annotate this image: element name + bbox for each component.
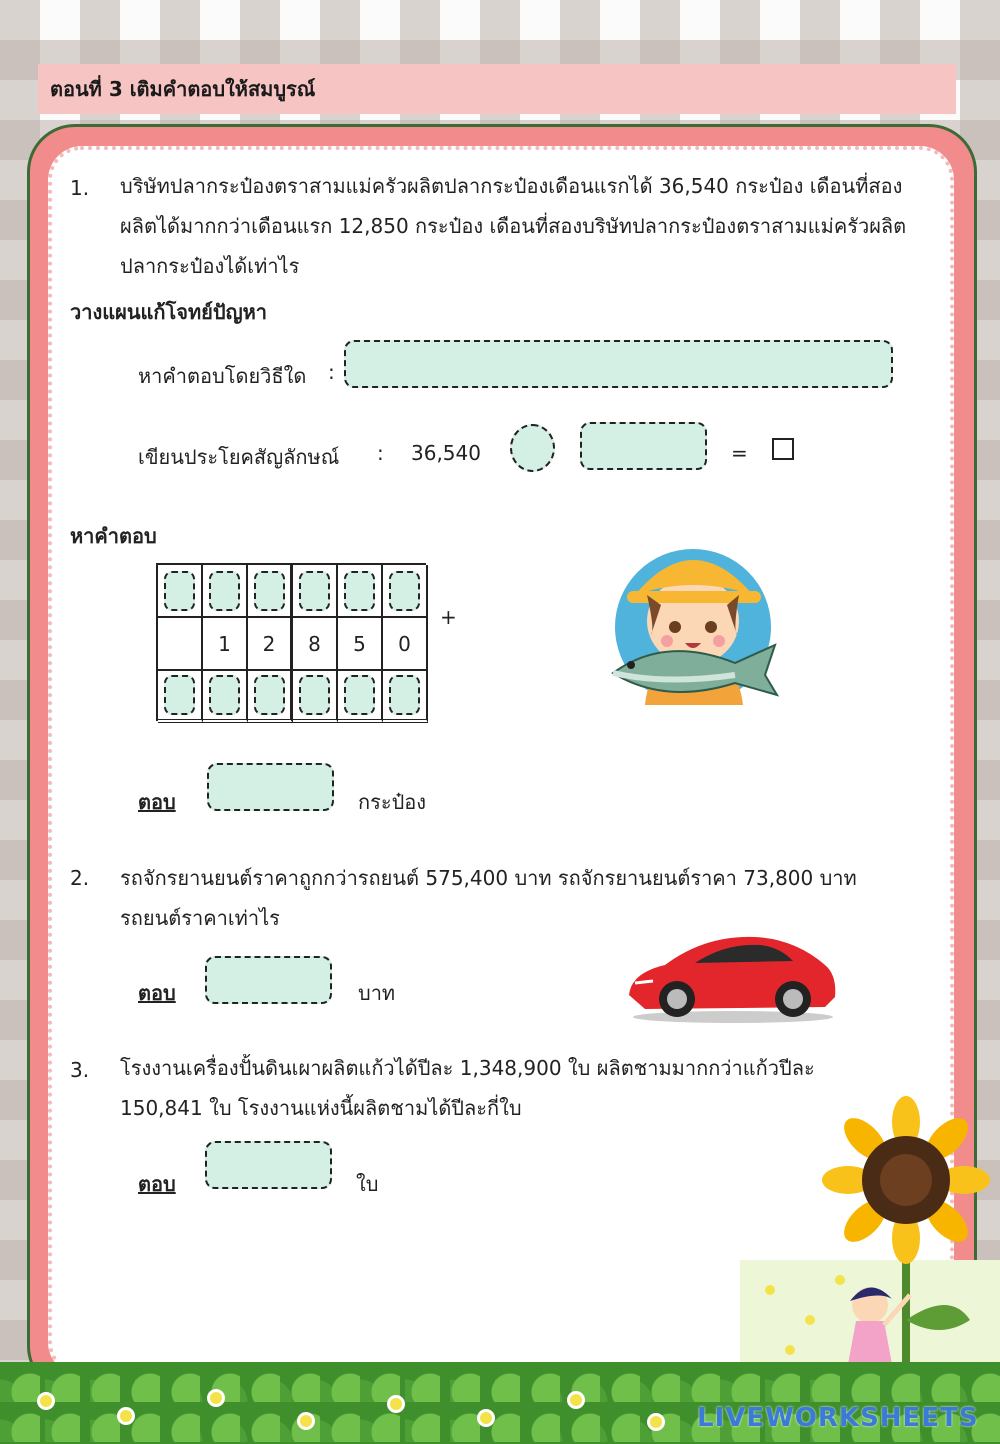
grid-cell — [158, 565, 203, 618]
digit-input-box[interactable] — [254, 675, 285, 715]
digit-input-box[interactable] — [164, 675, 195, 715]
flower-icon — [570, 1394, 582, 1406]
grid-digit: 8 — [293, 618, 338, 671]
grid-cell — [293, 671, 338, 723]
question-2-line-2: รถยนต์ราคาเท่าไร — [120, 906, 280, 930]
question-1-line-2: ผลิตได้มากกว่าเดือนแรก 12,850 กระป๋อง เดือนที่สองบริษัทปลากระป๋องตราสามแม่ครัวผลิต — [120, 214, 907, 238]
q2-unit: บาท — [358, 981, 396, 1005]
grid-digit: 2 — [248, 618, 293, 671]
digit-input-box[interactable] — [299, 675, 330, 715]
q1-answer-label: ตอบ — [138, 790, 176, 814]
flower-icon — [300, 1415, 312, 1427]
method-label: หาคำตอบโดยวิธีใด — [138, 364, 307, 388]
digit-input-box[interactable] — [344, 675, 375, 715]
grid-cell — [248, 671, 293, 723]
q2-answer-box[interactable] — [205, 956, 332, 1004]
digit-input-box[interactable] — [389, 571, 420, 611]
flower-icon — [120, 1410, 132, 1422]
flower-icon — [210, 1392, 222, 1404]
flower-icon — [650, 1416, 662, 1428]
grid-cell — [158, 671, 203, 723]
flower-icon — [390, 1398, 402, 1410]
method-colon: : — [328, 360, 335, 384]
sunflower-decoration — [740, 1090, 1000, 1390]
grid-cell — [338, 671, 383, 723]
grid-digit: 1 — [203, 618, 248, 671]
grid-cell — [293, 565, 338, 618]
sentence-label: เขียนประโยคสัญลักษณ์ — [138, 445, 340, 469]
grid-cell — [248, 565, 293, 618]
section-title: ตอนที่ 3 เติมคำตอบให้สมบูรณ์ — [38, 64, 956, 114]
digit-input-box[interactable] — [389, 675, 420, 715]
q3-unit: ใบ — [356, 1172, 379, 1196]
digit-input-box[interactable] — [254, 571, 285, 611]
flower-icon — [480, 1412, 492, 1424]
question-2-line-1: รถจักรยานยนต์ราคาถูกกว่ารถยนต์ 575,400 บาท รถจักรยานยนต์ราคา 73,800 บาท — [120, 866, 857, 890]
grid-digit — [158, 618, 203, 671]
fisherman-illustration — [605, 535, 785, 715]
sentence-colon: : — [377, 441, 384, 465]
grid-cell — [203, 671, 248, 723]
digit-input-box[interactable] — [344, 571, 375, 611]
plan-heading: วางแผนแก้โจทย์ปัญหา — [70, 300, 268, 324]
grid-digit: 0 — [383, 618, 428, 671]
digit-input-box[interactable] — [299, 571, 330, 611]
liveworksheets-logo: LIVEWORKSHEETS — [697, 1403, 979, 1433]
q1-unit: กระป๋อง — [358, 790, 427, 814]
q2-answer-label: ตอบ — [138, 981, 176, 1005]
digit-input-box[interactable] — [209, 571, 240, 611]
equals-sign: = — [731, 441, 748, 465]
result-square — [772, 438, 794, 460]
plus-sign: + — [440, 605, 457, 629]
question-3-line-1: โรงงานเครื่องปั้นดินเผาผลิตแก้วได้ปีละ 1,348,900 ใบ ผลิตชามมากกว่าแก้วปีละ — [120, 1056, 815, 1080]
flower-icon — [40, 1395, 52, 1407]
addition-grid — [156, 563, 426, 721]
question-1-number: 1. — [70, 176, 90, 200]
question-1-line-3: ปลากระป๋องได้เท่าไร — [120, 254, 300, 278]
question-1-text — [120, 166, 942, 286]
answer-heading: หาคำตอบ — [70, 524, 157, 548]
grid-cell — [203, 565, 248, 618]
question-3-number: 3. — [70, 1058, 90, 1082]
digit-input-box[interactable] — [164, 571, 195, 611]
sentence-number-box[interactable] — [580, 422, 707, 470]
sentence-number: 36,540 — [411, 441, 481, 465]
method-answer-box[interactable] — [344, 340, 893, 388]
digit-input-box[interactable] — [209, 675, 240, 715]
q3-answer-box[interactable] — [205, 1141, 332, 1189]
question-1-line-1: บริษัทปลากระป๋องตราสามแม่ครัวผลิตปลากระป๋องเดือนแรกได้ 36,540 กระป๋อง เดือนที่สอง — [120, 174, 903, 198]
operator-answer-circle[interactable] — [510, 424, 555, 472]
grid-cell — [383, 671, 428, 723]
question-3-line-2: 150,841 ใบ โรงงานแห่งนี้ผลิตชามได้ปีละกี่ใบ — [120, 1096, 522, 1120]
grid-cell — [338, 565, 383, 618]
q1-answer-box[interactable] — [207, 763, 334, 811]
grid-digit: 5 — [338, 618, 383, 671]
grid-cell — [383, 565, 428, 618]
question-2-number: 2. — [70, 866, 90, 890]
red-car-illustration — [625, 925, 840, 1025]
q3-answer-label: ตอบ — [138, 1172, 176, 1196]
